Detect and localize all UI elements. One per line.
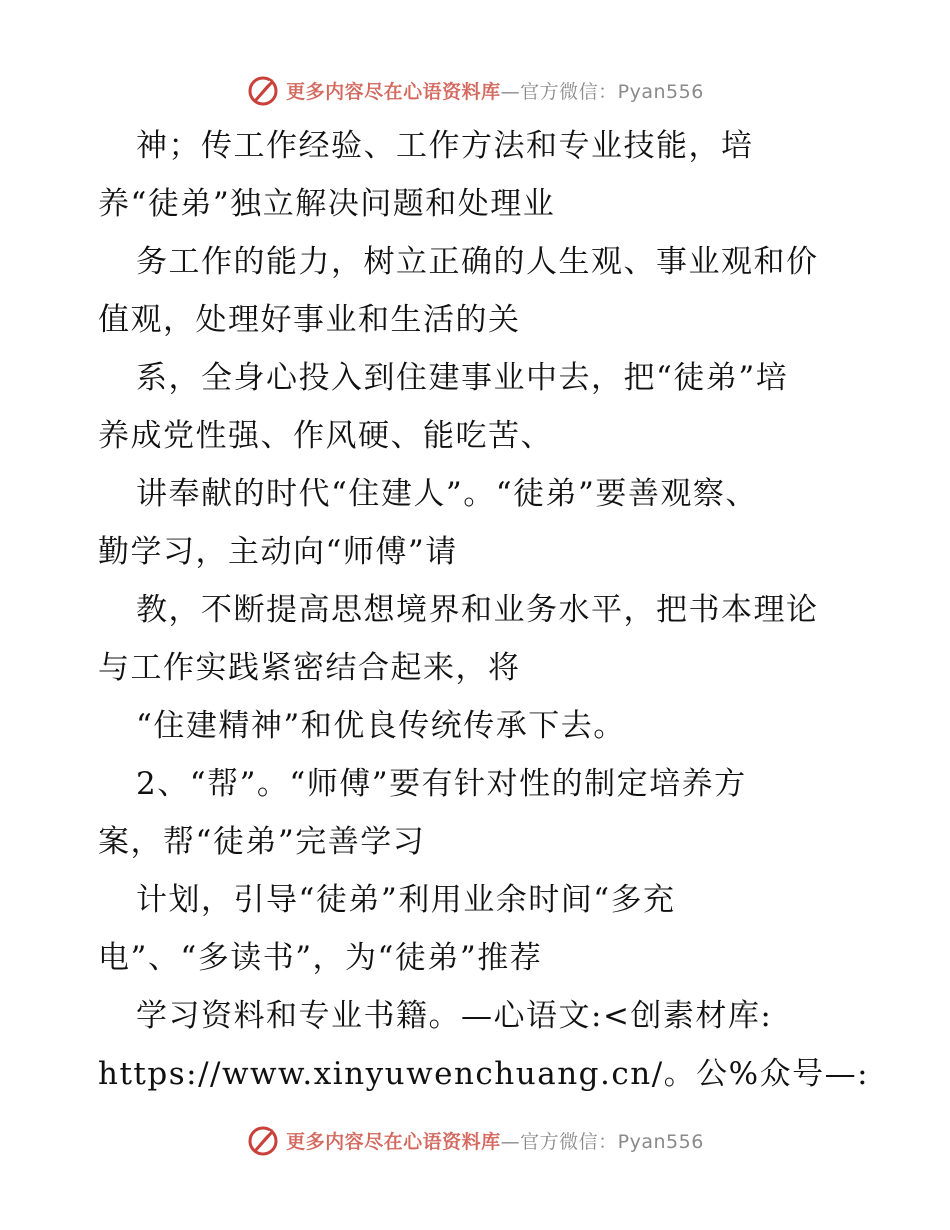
text-line: 神；传工作经验、工作方法和专业技能，培 [136,128,754,164]
text-line: 案，帮“徒弟”完善学习 [98,824,426,860]
text-line: 2、“帮”。“师傅”要有针对性的制定培养方 [136,766,747,802]
text-line: 与工作实践紧密结合起来，将 [98,650,521,686]
text-line: 养“徒弟”独立解决问题和处理业 [98,186,556,222]
text-line: https://www.xinyuwenchuang.cn/。公%众号—: [98,1056,870,1092]
text-line: 值观，处理好事业和生活的关 [98,302,521,338]
watermark-text [286,1127,704,1154]
text-line: 勤学习，主动向“师傅”请 [98,534,458,570]
text-line: 学习资料和专业书籍。—心语文:<创素材库: [136,998,773,1034]
text-line: 讲奉献的时代“住建人”。“徒弟”要善观察、 [136,476,758,512]
text-line: 教，不断提高思想境界和业务水平，把书本理论 [136,592,819,628]
watermark-wechat: 官方微信：Pyan556 [520,80,704,103]
watermark-main: 更多内容尽在心语资料库 [286,80,501,103]
text-line: 养成党性强、作风硬、能吃苦、 [98,418,553,454]
text-line: 系，全身心投入到住建事业中去，把“徒弟”培 [136,360,789,396]
text-line: 电”、“多读书”，为“徒弟”推荐 [98,940,543,976]
feather-pen-logo-icon [246,73,280,107]
watermark-wechat: 官方微信：Pyan556 [520,1130,704,1153]
header-watermark [0,70,950,110]
watermark-separator: — [500,80,521,103]
watermark-text [286,77,704,104]
document-body [98,117,888,1103]
feather-pen-logo-icon [246,1123,280,1157]
watermark-main: 更多内容尽在心语资料库 [286,1130,501,1153]
text-line: 计划，引导“徒弟”利用业余时间“多充 [136,882,676,918]
text-line: “住建精神”和优良传统传承下去。 [136,708,626,744]
footer-watermark [0,1120,950,1160]
watermark-separator: — [500,1130,521,1153]
text-line: 务工作的能力，树立正确的人生观、事业观和价 [136,244,819,280]
